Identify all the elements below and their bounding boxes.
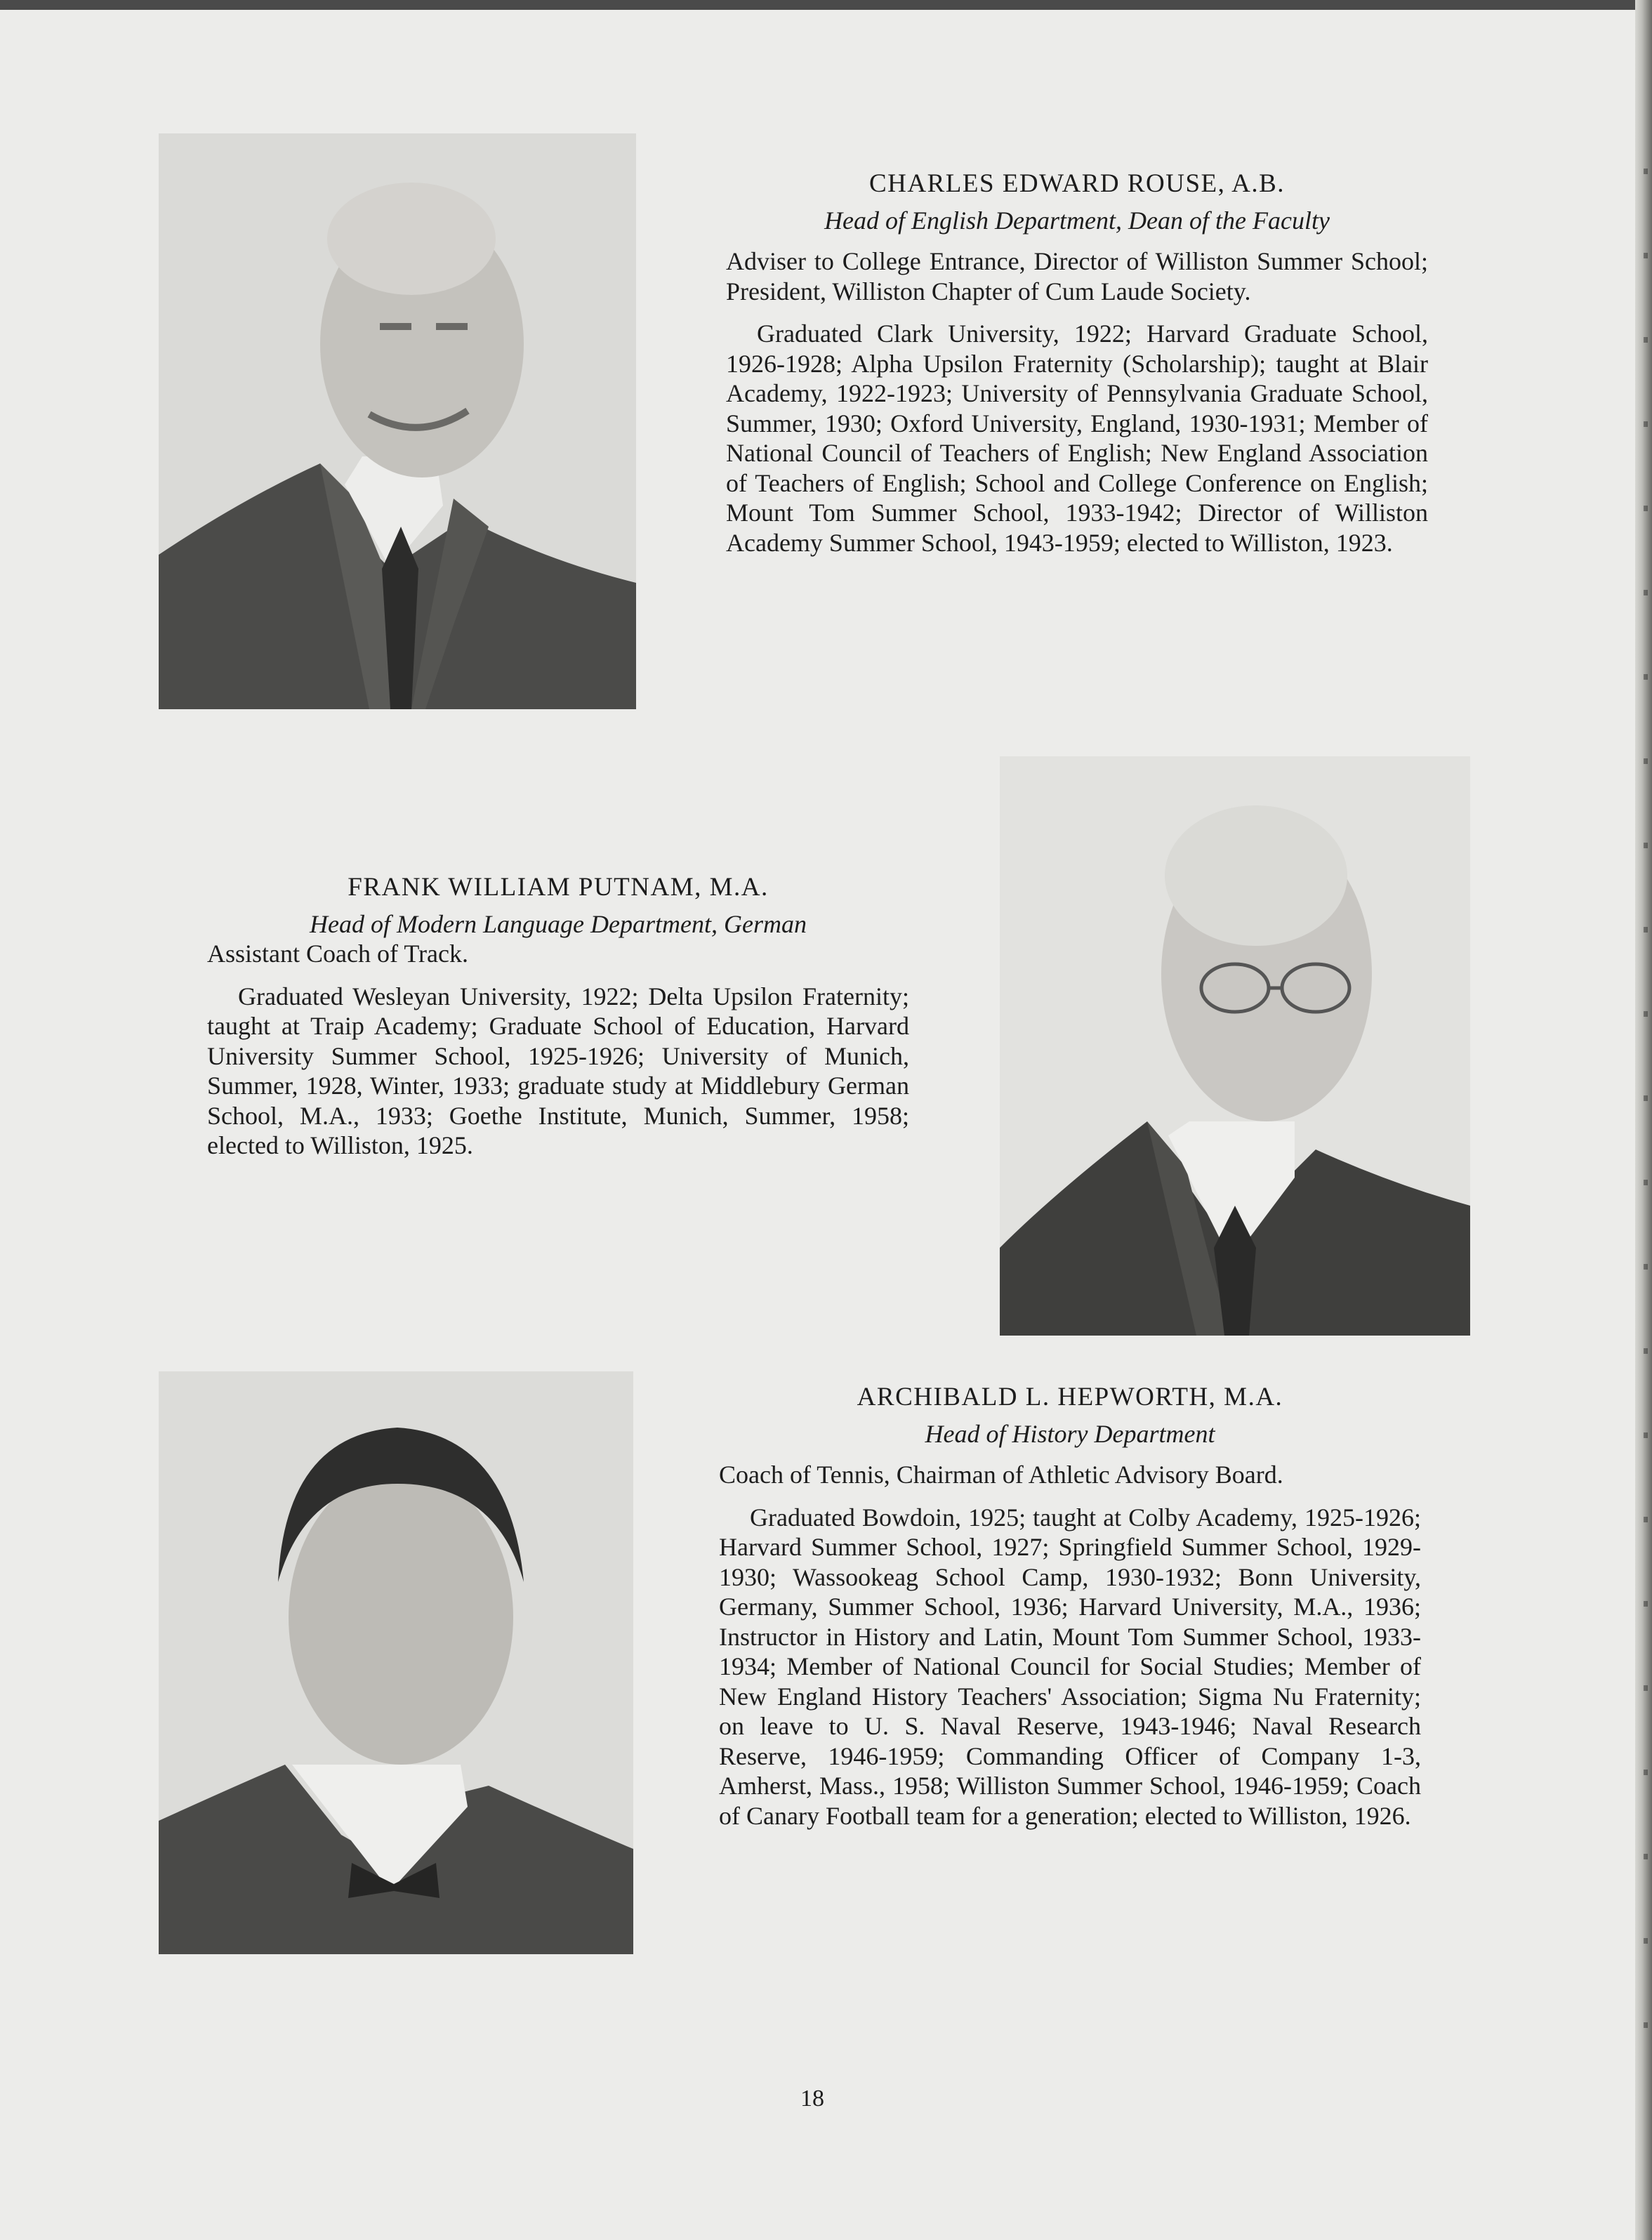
faculty-title: Head of Modern Language Department, German [310,910,807,938]
portrait-photo-putnam [1000,756,1470,1336]
page-gutter [1635,0,1652,2240]
faculty-duties: Coach of Tennis, Chairman of Athletic Advisory Board. [719,1461,1283,1489]
faculty-bio: Graduated Clark University, 1922; Harvard Graduate School, 1926-1928; Alpha Upsilon Fraternity (Scholarship); taught at Blair Academy, 1922-1923; University of Pennsylvania Graduate School, Summer, 1930; Oxford University, England, 1930-1931; Member of National Council of Teachers of English; New England Association of Teachers of English; School and College Conference on English; Mount Tom Summer School, 1933-1942; Director of Williston Academy Summer School, 1943-1959; elected to Williston, 1923. [726,319,1428,557]
faculty-name: FRANK WILLIAM PUTNAM, M.A. [348,873,769,902]
faculty-title: Head of English Department, Dean of the Faculty [824,206,1330,235]
faculty-entry-putnam [207,872,909,1173]
faculty-name: ARCHIBALD L. HEPWORTH, M.A. [857,1383,1283,1411]
faculty-duties: Assistant Coach of Track. [207,940,468,968]
portrait-photo-rouse [159,133,636,709]
faculty-entry-rouse [726,169,1428,570]
faculty-entry-hepworth [719,1382,1421,1843]
faculty-bio: Graduated Bowdoin, 1925; taught at Colby Academy, 1925-1926; Harvard Summer School, 1927; Springfield Summer School, 1929-1930; Wassookeag School Camp, 1930-1932; Bonn University, Germany, Summer School, 1936; Harvard University, M.A., 1936; Instructor in History and Latin, Mount Tom Summer School, 1933-1934; Member of National Council for Social Studies; Member of New England History Teachers' Association; Sigma Nu Fraternity; on leave to U. S. Naval Reserve, 1943-1946; Naval Research Reserve, 1946-1959; Commanding Officer of Company 1-3, Amherst, Mass., 1958; Williston Summer School, 1946-1959; Coach of Canary Football team for a generation; elected to Williston, 1926. [719,1503,1421,1830]
page-number: 18 [800,2086,824,2111]
faculty-title: Head of History Department [925,1420,1215,1448]
faculty-duties: Adviser to College Entrance, Director of Williston Summer School; President, Williston Chapter of Cum Laude Society. [726,247,1428,305]
binding-marks [1644,169,1648,2064]
portrait-photo-hepworth [159,1371,633,1954]
faculty-name: CHARLES EDWARD ROUSE, A.B. [869,169,1285,198]
faculty-bio: Graduated Wesleyan University, 1922; Delta Upsilon Fraternity; taught at Traip Academy; Graduate School of Education, Harvard University Summer School, 1925-1926; University of Munich, Summer, 1928, Winter, 1933; graduate study at Middlebury German School, M.A., 1933; Goethe Institute, Munich, Summer, 1958; elected to Williston, 1925. [207,982,909,1159]
